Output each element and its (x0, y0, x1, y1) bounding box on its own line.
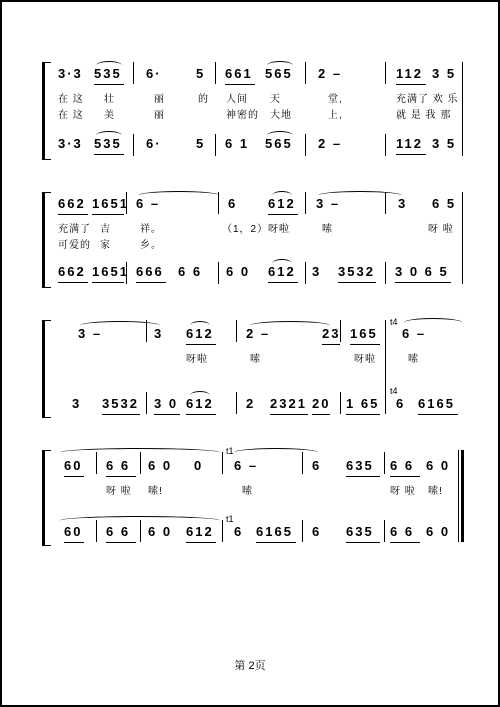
note: 612 (186, 326, 214, 341)
slur-mark (96, 61, 122, 70)
lyric-word: 乡。 (140, 240, 162, 251)
note: 1651 (92, 196, 129, 211)
lyric-word: 吉 (100, 224, 111, 235)
note: 3 5 (432, 66, 457, 81)
underline-mark (186, 344, 216, 345)
note: 3 (154, 326, 164, 341)
underline-mark (92, 282, 124, 283)
underline-mark (186, 414, 216, 415)
lyric-word: 在 这 (58, 110, 84, 121)
slur-mark (267, 61, 293, 70)
underline-mark (395, 282, 451, 283)
slur-mark (250, 321, 330, 330)
note: 3 – (78, 326, 103, 341)
underline-mark (270, 414, 308, 415)
melody-line-bottom (50, 264, 462, 282)
barline (462, 192, 463, 284)
note: 6 0 (148, 524, 173, 539)
lyric-word: 呀啦 (186, 354, 208, 365)
lyric-word: （1，2） (222, 224, 269, 235)
note: 6 0 (148, 458, 173, 473)
fermata-mark: t4 (390, 386, 398, 396)
note: 666 (136, 264, 164, 279)
lyric-word: 嗦 (242, 486, 253, 497)
underline-mark (186, 542, 216, 543)
underline-mark (58, 214, 88, 215)
underline-mark (94, 84, 124, 85)
page-number: 第 2页 (234, 660, 266, 672)
lyric-word: 就 是 我 那 (396, 110, 452, 121)
note: 6· (146, 136, 162, 151)
lyric-word: 家 (100, 240, 111, 251)
note: 6 – (402, 326, 427, 341)
underline-mark (322, 344, 340, 345)
note: 6165 (418, 396, 455, 411)
lyric-word: 嗦 (250, 354, 261, 365)
fermata-mark: t4 (390, 317, 398, 327)
note: 3532 (338, 264, 375, 279)
note: 565 (265, 136, 293, 151)
fermata-mark: t1 (226, 514, 234, 524)
note: 6 (396, 396, 406, 411)
barline (462, 62, 463, 156)
lyric-word: 壮 (104, 94, 115, 105)
music-system-2 (50, 192, 462, 288)
lyric-word: 呀 啦 (106, 486, 132, 497)
underline-mark (346, 542, 380, 543)
lyric-line-1 (50, 482, 462, 500)
note: 60 (64, 524, 83, 539)
slur-mark (190, 391, 210, 400)
note: 6 (312, 458, 322, 473)
lyric-word: 堂, (328, 94, 343, 105)
underline-mark (346, 476, 380, 477)
slur-mark (60, 516, 220, 525)
lyric-word: 嗦! (148, 486, 163, 497)
underline-mark (92, 214, 124, 215)
underline-mark (396, 84, 426, 85)
underline-mark (58, 282, 88, 283)
note: 535 (94, 66, 122, 81)
note: 2 (246, 396, 256, 411)
lyric-line-2 (50, 106, 462, 124)
note: 2 – (246, 326, 271, 341)
slur-mark (267, 131, 293, 140)
underline-mark (390, 542, 420, 543)
note: 6 – (136, 196, 161, 211)
note: 112 (396, 66, 423, 81)
note: 6 (234, 524, 244, 539)
underline-mark (338, 282, 376, 283)
note: 2 – (318, 66, 343, 81)
music-system-4 (50, 446, 462, 546)
note: 6165 (256, 524, 293, 539)
slur-mark (138, 191, 220, 200)
lyric-word: 的 (198, 94, 209, 105)
lyric-word: 在 这 (58, 94, 84, 105)
slur-mark (96, 131, 122, 140)
underline-mark (225, 84, 255, 85)
note: 23 (322, 326, 341, 341)
note: 60 (64, 458, 83, 473)
fermata-mark: t1 (226, 446, 234, 456)
note: 6 6 (390, 524, 415, 539)
note: 612 (186, 524, 214, 539)
note: 3·3 (58, 136, 83, 151)
underline-mark (106, 476, 136, 477)
lyric-line-1 (50, 350, 462, 368)
note: 662 (58, 196, 86, 211)
note: 3 – (316, 196, 341, 211)
note: 6 0 (226, 264, 251, 279)
lyric-word: 上, (328, 110, 343, 121)
slur-mark (60, 448, 220, 457)
note: 662 (58, 264, 86, 279)
note: 1 65 (346, 396, 380, 411)
lyric-word: 嗦! (428, 486, 443, 497)
lyric-word: 丽 (154, 94, 165, 105)
melody-line-bottom (50, 396, 462, 414)
melody-line-bottom (50, 524, 462, 542)
note: 6 – (234, 458, 259, 473)
note: 3 (398, 196, 408, 211)
underline-mark (418, 414, 458, 415)
underline-mark (64, 476, 84, 477)
lyric-word: 美 (104, 110, 115, 121)
lyric-word: 神密的 (226, 110, 259, 121)
note: 0 (194, 458, 204, 473)
lyric-word: 充满了 欢 乐 (396, 94, 459, 105)
slur-mark (190, 321, 210, 330)
note: 635 (346, 458, 374, 473)
note: 165 (350, 326, 378, 341)
note: 6 6 (106, 458, 131, 473)
slur-mark (318, 191, 402, 200)
underline-mark (154, 414, 180, 415)
note: 6 0 (426, 524, 451, 539)
lyric-word: 呀 啦 (428, 224, 454, 235)
slur-mark (272, 259, 292, 268)
note: 6 1 (225, 136, 250, 151)
note: 6· (146, 66, 162, 81)
lyric-word: 呀 啦 (390, 486, 416, 497)
note: 3 (72, 396, 82, 411)
note: 6 0 (426, 458, 451, 473)
note: 3·3 (58, 66, 83, 81)
melody-line-top (50, 458, 462, 476)
lyric-word: 充满了 (58, 224, 91, 235)
underline-mark (312, 414, 330, 415)
lyric-word: 天 (270, 94, 281, 105)
music-system-1 (50, 62, 462, 160)
underline-mark (390, 476, 420, 477)
note: 20 (312, 396, 331, 411)
lyric-word: 嗦 (322, 224, 333, 235)
note: 535 (94, 136, 122, 151)
note: 3 0 (154, 396, 179, 411)
lyric-word: 嗦 (408, 354, 419, 365)
underline-mark (396, 154, 426, 155)
note: 1651 (92, 264, 129, 279)
slur-mark (80, 321, 160, 330)
underline-mark (350, 344, 380, 345)
lyric-word: 大地 (270, 110, 292, 121)
note: 6 6 (390, 458, 415, 473)
note: 2321 (270, 396, 307, 411)
lyric-word: 呀啦 (268, 224, 290, 235)
note: 6 5 (432, 196, 457, 211)
lyric-word: 呀啦 (354, 354, 376, 365)
note: 6 (312, 524, 322, 539)
lyric-word: 人间 (226, 94, 248, 105)
underline-mark (64, 542, 84, 543)
underline-mark (268, 282, 298, 283)
lyric-word: 可爱的 (58, 240, 91, 251)
note: 6 6 (178, 264, 203, 279)
note: 3532 (102, 396, 139, 411)
note: 3 5 (432, 136, 457, 151)
note: 5 (196, 66, 206, 81)
note: 612 (268, 264, 296, 279)
note: 5 (196, 136, 206, 151)
note: 3 0 6 5 (395, 264, 449, 279)
slur-mark (272, 191, 292, 200)
note: 3 (312, 264, 322, 279)
note: 112 (396, 136, 423, 151)
lyric-word: 祥。 (140, 224, 162, 235)
underline-mark (256, 542, 296, 543)
note: 6 (228, 196, 238, 211)
underline-mark (268, 214, 298, 215)
slur-mark (404, 318, 462, 327)
music-system-3 (50, 317, 462, 418)
slur-mark (234, 448, 318, 457)
underline-mark (102, 414, 140, 415)
note: 635 (346, 524, 374, 539)
note: 612 (268, 196, 296, 211)
underline-mark (346, 414, 380, 415)
note: 661 (225, 66, 253, 81)
note: 612 (186, 396, 214, 411)
lyric-line-2 (50, 236, 462, 254)
note: 565 (265, 66, 293, 81)
underline-mark (136, 282, 166, 283)
underline-mark (94, 154, 124, 155)
lyric-word: 丽 (154, 110, 165, 121)
underline-mark (106, 542, 136, 543)
note: 6 6 (106, 524, 131, 539)
note: 2 – (318, 136, 343, 151)
